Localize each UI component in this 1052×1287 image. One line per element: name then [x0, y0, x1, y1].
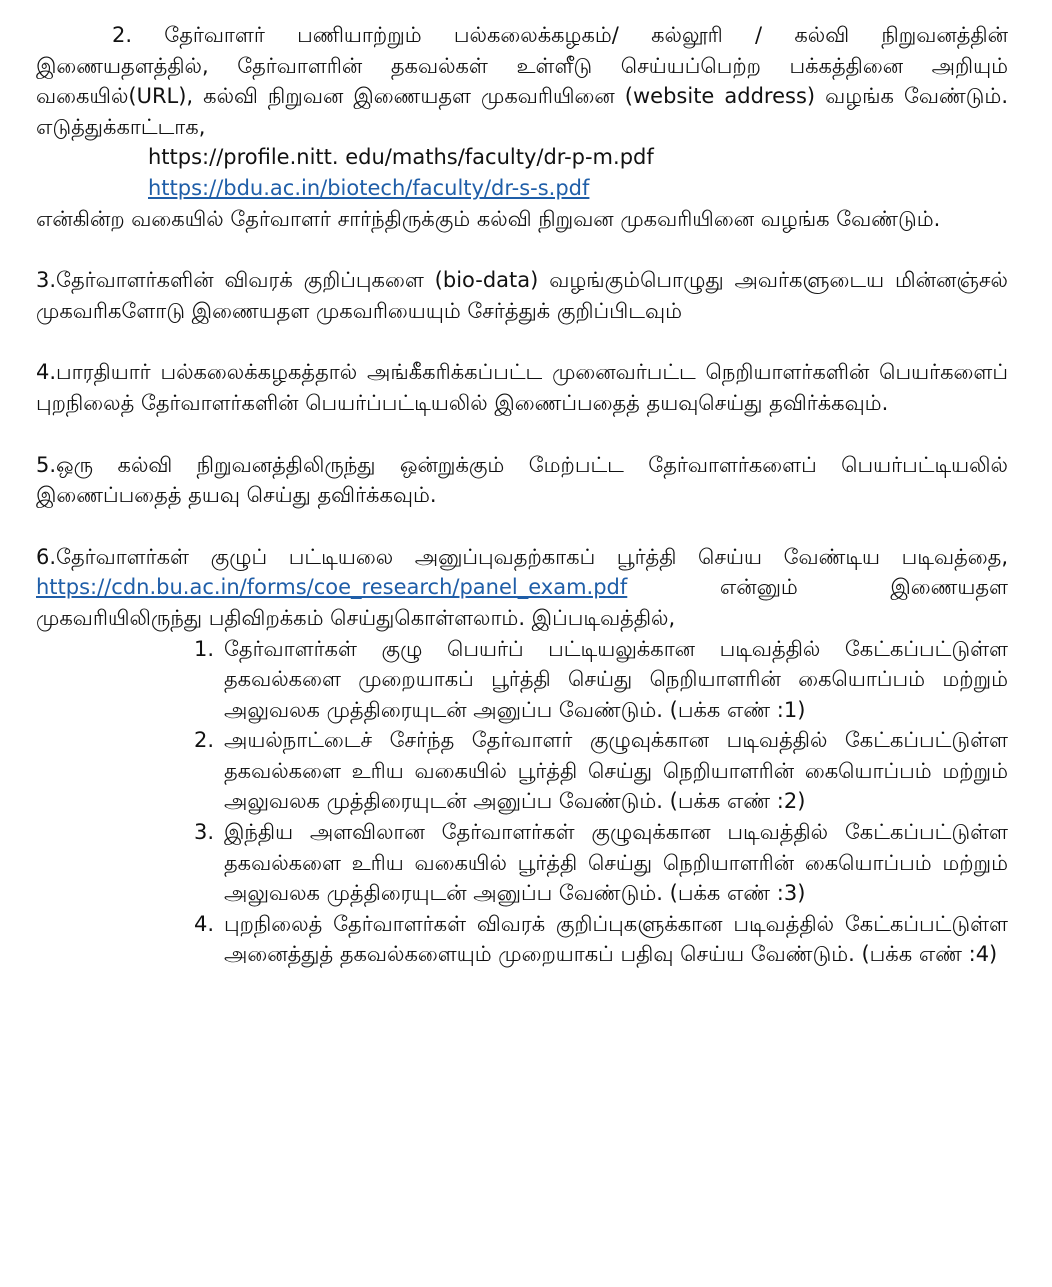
list-item-number: 4. — [193, 911, 214, 936]
paragraph-2-intro: 2. தேர்வாளர் பணியாற்றும் பல்கலைக்கழகம்/ கல்லூரி / கல்வி நிறுவனத்தின் இணையதளத்தில், தேர்வாளரின் தகவல்கள் உள்ளீடு செய்யப்பெற்ற பக்கத்தினை அறியும் வகையில்(URL), கல்வி நிறுவன இணையதள முகவரியினை (website address) வழங்க வேண்டும். எடுத்துக்காட்டாக, — [36, 23, 1008, 139]
example-url-2-link[interactable]: https://bdu.ac.in/biotech/faculty/dr-s-s.pdf — [148, 175, 590, 200]
example-url-block — [36, 142, 1008, 203]
paragraph-gap — [36, 511, 1008, 542]
example-url-1: https://profile.nitt. edu/maths/faculty/dr-p-m.pdf — [148, 145, 654, 170]
list-item-number: 1. — [193, 636, 214, 661]
instruction-list — [36, 634, 1008, 971]
paragraph-3: 3.தேர்வாளர்களின் விவரக் குறிப்புகளை (bio-data) வழங்கும்பொழுது அவர்களுடைய மின்னஞ்சல் முகவரிகளோடு இணையதள முகவரியையும் சேர்த்துக் குறிப்பிடவும் — [36, 268, 1008, 323]
list-item — [193, 817, 1008, 909]
paragraph-6-before-link: 6.தேர்வாளர்கள் குழுப் பட்டியலை அனுப்புவதற்காகப் பூர்த்தி செய்ய வேண்டிய படிவத்தை, — [36, 544, 1008, 569]
paragraph-gap — [36, 326, 1008, 357]
list-item-number: 2. — [193, 728, 214, 753]
paragraph-6-after-link: என்னும் இணையதள முகவரியிலிருந்து பதிவிறக்கம் செய்துகொள்ளலாம். இப்படிவத்தில், — [36, 575, 1008, 630]
list-item-text: அயல்நாட்டைச் சேர்ந்த தேர்வாளர் குழுவுக்கான படிவத்தில் கேட்கப்பட்டுள்ள தகவல்களை உரிய வகையில் பூர்த்தி செய்து நெறியாளரின் கையொப்பம் மற்றும் அலுவலக முத்திரையுடன் அனுப்ப வேண்டும். (பக்க எண் :2) — [224, 728, 1008, 814]
paragraph-6 — [36, 542, 1008, 634]
paragraph-2-outro: என்கின்ற வகையில் தேர்வாளர் சார்ந்திருக்கும் கல்வி நிறுவன முகவரியினை வழங்க வேண்டும். — [36, 206, 941, 231]
list-item — [193, 909, 1008, 970]
paragraph-5: 5.ஒரு கல்வி நிறுவனத்திலிருந்து ஒன்றுக்கும் மேற்பட்ட தேர்வாளர்களைப் பெயர்பட்டியலில் இணைப்பதைத் தயவு செய்து தவிர்க்கவும். — [36, 452, 1008, 508]
list-item — [193, 725, 1008, 817]
paragraph-gap — [36, 234, 1008, 265]
list-item-text: இந்திய அளவிலான தேர்வாளர்கள் குழுவுக்கான படிவத்தில் கேட்கப்பட்டுள்ள தகவல்களை உரிய வகையில் பூர்த்தி செய்து நெறியாளரின் கையொப்பம் மற்றும் அலுவலக முத்திரையுடன் அனுப்ப வேண்டும். (பக்க எண் :3) — [224, 820, 1008, 906]
list-item-text: தேர்வாளர்கள் குழு பெயர்ப் பட்டியலுக்கான படிவத்தில் கேட்கப்பட்டுள்ள தகவல்களை முறையாகப் பூர்த்தி செய்து நெறியாளரின் கையொப்பம் மற்றும் அலுவலக முத்திரையுடன் அனுப்ப வேண்டும். (பக்க எண் :1) — [224, 636, 1008, 722]
panel-form-link[interactable]: https://cdn.bu.ac.in/forms/coe_research/panel_exam.pdf — [36, 575, 628, 600]
list-item-number: 3. — [193, 820, 214, 845]
list-item-text: புறநிலைத் தேர்வாளர்கள் விவரக் குறிப்புகளுக்கான படிவத்தில் கேட்கப்பட்டுள்ள அனைத்துத் தகவல்களையும் முறையாகப் பதிவு செய்ய வேண்டும். (பக்க எண் :4) — [224, 911, 1008, 967]
list-item — [193, 634, 1008, 726]
document-page — [36, 20, 1008, 970]
paragraph-gap — [36, 419, 1008, 450]
paragraph-4: 4.பாரதியார் பல்கலைக்கழகத்தால் அங்கீகரிக்கப்பட்ட முனைவர்பட்ட நெறியாளர்களின் பெயர்களைப் புறநிலைத் தேர்வாளர்களின் பெயர்ப்பட்டியலில் இணைப்பதைத் தயவுசெய்து தவிர்க்கவும். — [36, 360, 1008, 415]
